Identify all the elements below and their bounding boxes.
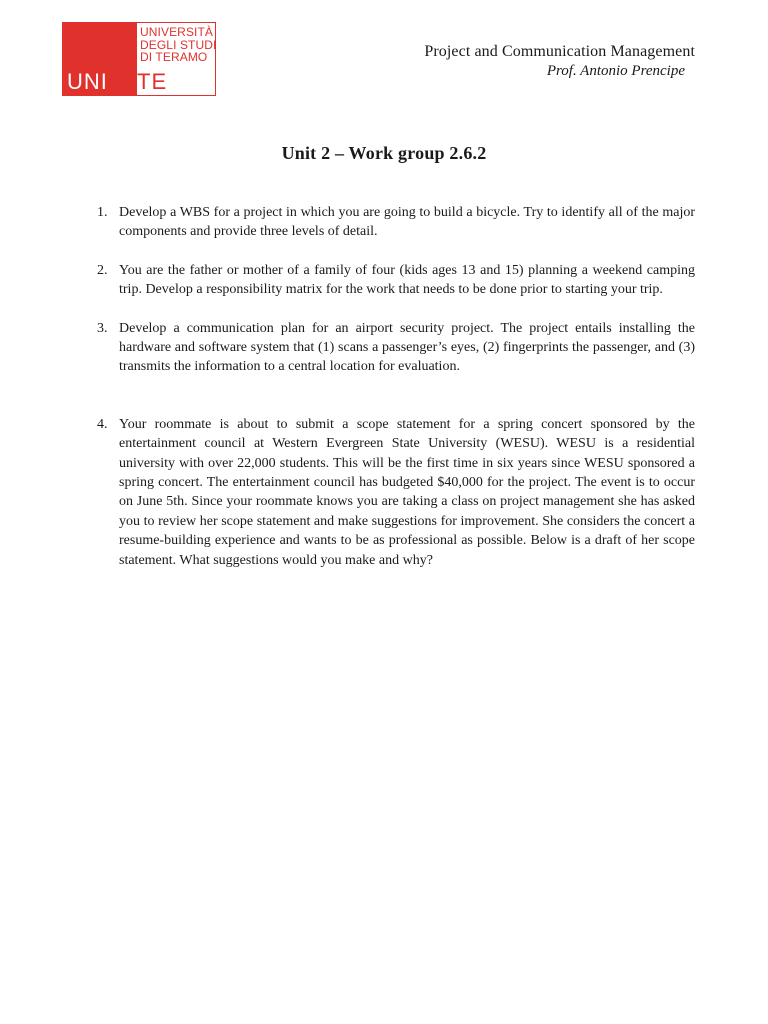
document-header [424,43,695,81]
item-text: Develop a communication plan for an airport security project. The project entails installing the hardware and software system that (1) scans a passenger’s eyes, (2) fingerprints the passenger, and (3) transmits the information to a central location for evaluation. [119,320,695,375]
page-title: Unit 2 – Work group 2.6.2 [281,143,487,163]
logo-wordmark-right: TE [137,69,168,94]
logo-wordmark-left: UNI [67,69,108,94]
list-item [97,415,695,570]
university-logo [62,22,216,96]
logo-text [140,26,216,64]
exercise-list [97,203,695,570]
professor-name: Prof. Antonio Prencipe [546,63,685,79]
item-number: 4. [97,416,108,432]
list-item [97,203,695,242]
item-number: 3. [97,320,108,336]
logo-line-2: DEGLI STUDI [140,37,217,52]
item-number: 2. [97,262,108,278]
logo-line-1: UNIVERSITÀ [140,25,214,39]
item-text: Your roommate is about to submit a scope statement for a spring concert sponsored by the entertainment council at Western Evergreen State University (WESU). WESU is a residential university with over 22,000 students. This will be the first time in six years since WESU sponsored a spring concert. The entertainment council has budgeted $40,000 for the project. The event is to occur on June 5th. Since your roommate knows you are taking a class on project management she has asked you to review her scope statement and make suggestions for improvement. She considers the concert a resume-building experience and wants to be as professional as possible. Below is a draft of her scope statement. What suggestions would you make and why? [119,416,695,568]
item-number: 1. [97,205,108,220]
course-title: Project and Communication Management [424,43,695,60]
list-item [97,319,695,377]
logo-line-3: DI TERAMO [140,50,208,64]
item-text: Develop a WBS for a project in which you are going to build a bicycle. Try to identify all of the major components and provide three levels of detail. [119,205,695,240]
list-item [97,261,695,300]
item-text: You are the father or mother of a family of four (kids ages 13 and 15) planning a weekend camping trip. Develop a responsibility matrix for the work that needs to be done prior to starting your trip. [119,262,695,298]
